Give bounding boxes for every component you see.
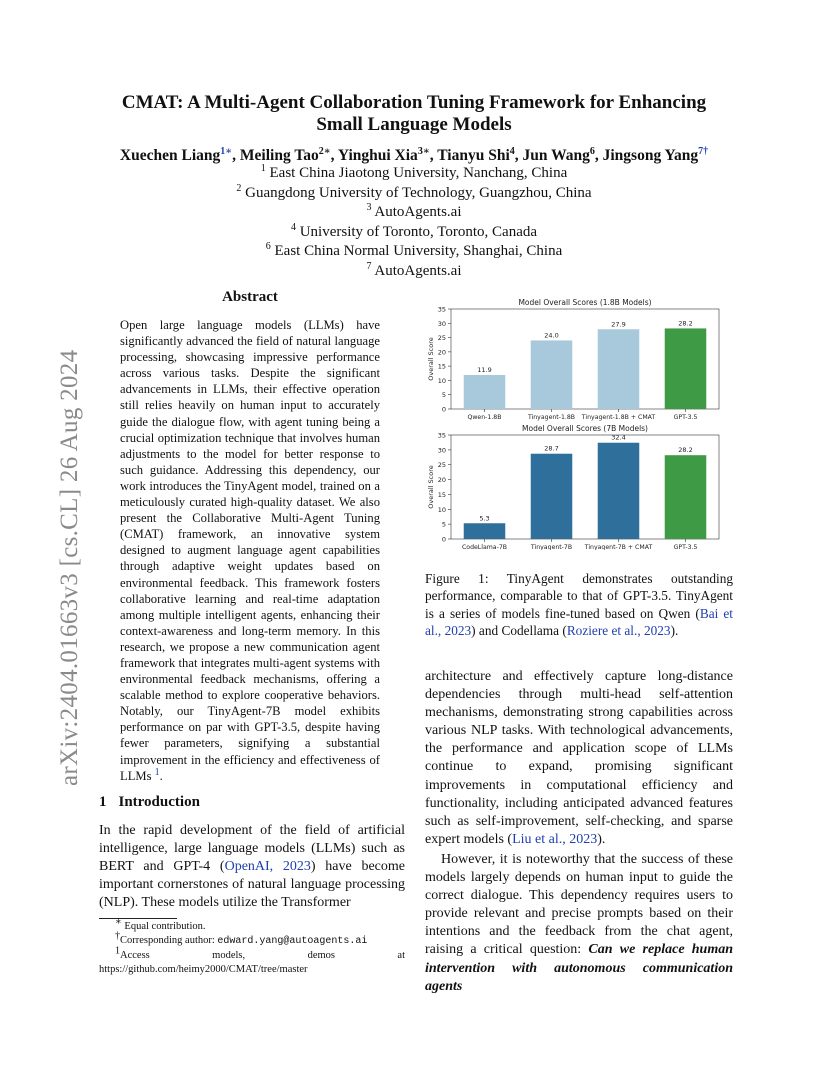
- y-tick-label: 20: [437, 348, 446, 357]
- affiliation: $^2$ Guangdong University of Technology, Guangzhou, China: [236, 182, 592, 201]
- bar: [598, 329, 640, 409]
- abstract-heading: Abstract: [222, 289, 278, 305]
- bar: [665, 328, 707, 409]
- chart-title: Model Overall Scores (7B Models): [522, 424, 648, 433]
- figure-1: [423, 295, 723, 550]
- email: edward.yang@autoagents.ai: [217, 936, 368, 947]
- title-line-2: Small Language Models: [316, 114, 512, 135]
- y-axis-label: Overall Score: [427, 337, 435, 381]
- y-tick-label: 10: [437, 505, 446, 514]
- footnote-url[interactable]: https://github.com/heimy2000/CMAT/tree/master: [99, 964, 308, 975]
- citation-link[interactable]: Bai et al., 2023: [425, 605, 733, 638]
- bar: [598, 443, 640, 539]
- footnote-access: $^1$Access models, demos at: [115, 945, 405, 961]
- x-tick-label: Qwen-1.8B: [467, 414, 502, 421]
- y-tick-label: 0: [441, 535, 446, 544]
- author: Meiling Tao$^{2∗}$,: [239, 145, 338, 164]
- bar: [464, 375, 506, 409]
- chart-title: Model Overall Scores (1.8B Models): [518, 298, 652, 307]
- affiliation: $^4$ University of Toronto, Toronto, Canada: [290, 221, 538, 240]
- y-tick-label: 10: [437, 376, 446, 385]
- abstract-text: Open large language models (LLMs) have significantly advanced the field of natural language processing, showcasing impressive performance across various tasks. Despite the significant advancements in LLMs, their effective operation still relies heavily on human input to accurately guide the dialogue flow, with agent tuning being a crucial optimization technique that involves human adjustments to the model for better response to such guidance. Addressing this dependency, our work introduces the TinyAgent model, trained on a meticulously curated high-quality dataset. We also present the Collaborative Multi-Agent Tuning (CMAT) framework, an innovative system designed to augment language agent capabilities through adaptive weight updates based on environmental feedback. This framework fosters collaborative learning and real-time adaptation among multiple intelligent agents, enhancing their context-awareness and long-term memory. In this research, we propose a new communication agent framework that integrates multi-agent systems with environmental feedback mechanisms, offering a scalable method to explore cooperative behaviors. Notably, our TinyAgent-7B model exhibits performance on par with GPT-3.5, despite having fewer parameters, signifying a substantial improvement in the efficiency and effectiveness of LLMs $^1$.: [120, 318, 380, 783]
- footnote-ref[interactable]: 1: [154, 766, 160, 778]
- intro-paragraph: In the rapid development of the field of artificial intelligence, large language models (LLMs) such as BERT and GPT-4 (OpenAI, 2023) have become important cornerstones of natural language processing (NLP). These models utilize the Transformer: [99, 823, 405, 911]
- paragraph: architecture and effectively capture long-distance dependencies through multi-head self-attention mechanisms, demonstrating strong capabilities across various NLP tasks. With technological advancements, the performance and application scope of LLMs continue to expand, promising significant improvements in computational efficiency and functionality, including anticipated advanced features such as self-improvement, self-checking, and sparse expert models (Liu et al., 2023).: [425, 669, 733, 847]
- footnote-corresponding: †Corresponding author: edward.yang@autoagents.ai: [115, 930, 368, 947]
- arxiv-stamp: [16, 308, 83, 788]
- footnote-rule: [99, 918, 177, 919]
- data-label: 28.2: [678, 319, 693, 328]
- bar: [531, 340, 573, 409]
- y-tick-label: 15: [437, 490, 446, 499]
- affiliation-list: [60, 164, 768, 282]
- figure-1-charts: [423, 295, 723, 550]
- y-tick-label: 30: [437, 319, 446, 328]
- author: Xuechen Liang$^{1∗}$,: [119, 145, 240, 164]
- author: Jun Wang$^6$,: [522, 145, 603, 164]
- y-axis-label: Overall Score: [427, 465, 435, 509]
- right-column-text: [425, 668, 733, 996]
- author-list: [60, 146, 768, 166]
- figure-caption: Figure 1: TinyAgent demonstrates outstanding performance, comparable to that of GPT-3.5. TinyAgent is a series of models fine-tuned based on Qwen (Bai et al., 2023) and Codellama (Roziere et al., 2023).: [425, 571, 733, 638]
- title-line-1: CMAT: A Multi-Agent Collaboration Tuning Framework for Enhancing: [121, 92, 707, 113]
- affiliation: $^7$ AutoAgents.ai: [366, 260, 462, 279]
- data-label: 28.7: [544, 444, 559, 453]
- data-label: 27.9: [611, 320, 626, 329]
- affiliation: $^3$ AutoAgents.ai: [366, 202, 462, 221]
- y-tick-label: 5: [441, 520, 446, 529]
- y-tick-label: 15: [437, 362, 446, 371]
- author: Tianyu Shi$^4$,: [437, 145, 523, 164]
- author: Yinghui Xia$^{3∗}$,: [337, 145, 438, 164]
- x-tick-label: Tinyagent-1.8B: [527, 414, 576, 421]
- x-tick-label: CodeLlama-7B: [461, 544, 508, 550]
- y-tick-label: 25: [437, 461, 446, 470]
- arxiv-id: arXiv:2404.01663v3 [cs.CL] 26 Aug 2024: [56, 349, 83, 786]
- data-label: 5.3: [479, 514, 490, 523]
- x-tick-label: GPT-3.5: [673, 544, 698, 550]
- citation-link[interactable]: Roziere et al., 2023: [566, 622, 671, 638]
- footnotes: [99, 916, 405, 977]
- paper-title: [60, 92, 768, 136]
- affiliation: $^6$ East China Normal University, Shanghai, China: [265, 241, 563, 260]
- citation-link[interactable]: OpenAI, 2023: [224, 859, 311, 875]
- y-tick-label: 5: [441, 391, 446, 400]
- section-heading-introduction: 1 Introduction: [99, 794, 200, 810]
- bar: [531, 454, 573, 539]
- y-tick-label: 20: [437, 476, 446, 485]
- data-label: 24.0: [544, 331, 559, 340]
- author: Jingsong Yang$^{7\dagger}$: [602, 145, 709, 164]
- y-tick-label: 30: [437, 446, 446, 455]
- citation-link[interactable]: Liu et al., 2023: [512, 831, 598, 847]
- x-tick-label: Tinyagent-7B + CMAT: [584, 544, 653, 550]
- affiliation: $^1$ East China Jiaotong University, Nanchang, China: [260, 163, 568, 181]
- bar: [665, 455, 707, 539]
- y-tick-label: 35: [437, 431, 446, 440]
- data-label: 11.9: [477, 366, 492, 374]
- paragraph: However, it is noteworthy that the success of these models largely depends on human input to guide the correct dialogue. This dependency requires users to provide relevant and precise prompts based on their intentions and the feedback from the chat agent, raising a critical question: Can we replace human intervention with autonomous communication agents: [425, 851, 734, 994]
- y-tick-label: 35: [437, 305, 446, 314]
- x-tick-label: GPT-3.5: [673, 414, 698, 421]
- x-tick-label: Tinyagent-7B: [530, 544, 573, 550]
- footnote-equal: ∗ Equal contribution.: [115, 916, 206, 932]
- x-tick-label: Tinyagent-1.8B + CMAT: [581, 414, 656, 421]
- y-tick-label: 0: [441, 405, 446, 414]
- data-label: 32.4: [611, 433, 626, 442]
- bar: [464, 523, 506, 539]
- y-tick-label: 25: [437, 334, 446, 343]
- data-label: 28.2: [678, 446, 693, 455]
